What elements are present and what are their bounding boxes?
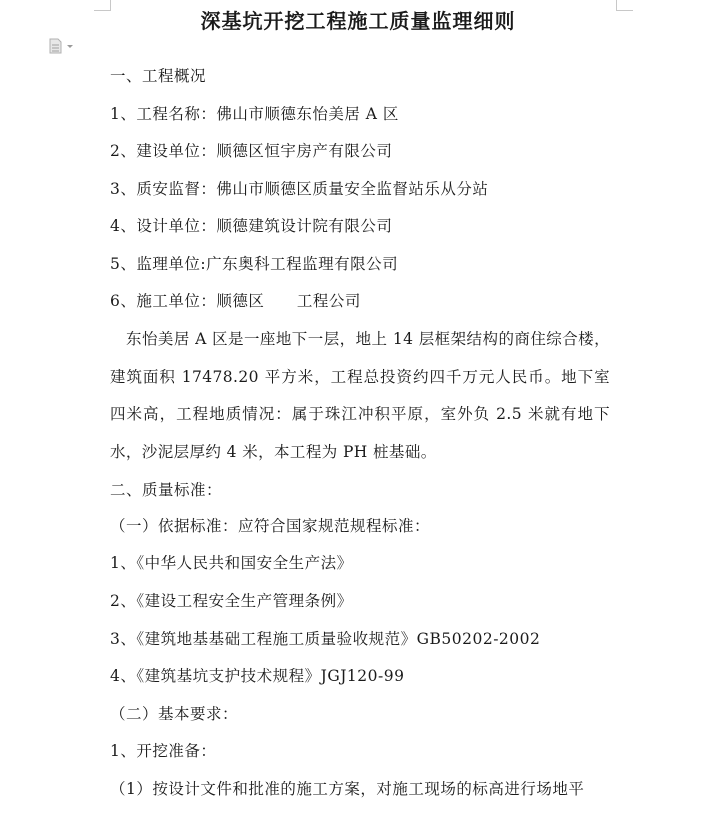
requirement-subitem-1: （1）按设计文件和批准的施工方案，对施工现场的标高进行场地平: [110, 780, 585, 798]
construction-unit-line: 6、施工单位：顺德区 工程公司: [110, 292, 361, 310]
project-name-line: 1、工程名称：佛山市顺德东怡美居 A 区: [110, 105, 399, 123]
supervisor-unit-line: 5、监理单位:广东奥科工程监理有限公司: [110, 255, 399, 273]
section-heading-overview: 一、工程概况: [110, 67, 207, 85]
page-title: 深基坑开挖工程施工质量监理细则: [200, 9, 516, 33]
overview-paragraph: 东怡美居 A 区是一座地下一层，地上 14 层框架结构的商住综合楼，建筑面积 17478.20 平方米，工程总投资约四千万元人民币。地下室四米高，工程地质情况：属于珠江冲积平原，室外负 2.5 米就有地下水，沙泥层厚约 4 米，本工程为 PH 桩基础。: [110, 330, 610, 461]
standard-item-2: 2、《建设工程安全生产管理条例》: [110, 592, 353, 610]
standard-item-3: 3、《建筑地基基础工程施工质量验收规范》GB50202-2002: [110, 630, 541, 648]
design-unit-line: 4、设计单位：顺德建筑设计院有限公司: [110, 217, 393, 235]
standard-item-1: 1、《中华人民共和国安全生产法》: [110, 554, 353, 572]
requirement-item-1: 1、开挖准备：: [110, 742, 217, 760]
builder-line: 2、建设单位：顺德区恒宇房产有限公司: [110, 142, 393, 160]
supervision-station-line: 3、质安监督：佛山市顺德区质量安全监督站乐从分站: [110, 180, 489, 198]
standard-item-4: 4、《建筑基坑支护技术规程》JGJ120-99: [110, 667, 405, 685]
subsection-requirements: （二）基本要求：: [110, 705, 239, 723]
document-icon[interactable]: [48, 38, 76, 54]
subsection-basis: （一）依据标准：应符合国家规范规程标准：: [110, 517, 431, 535]
section-heading-quality: 二、质量标准：: [110, 481, 223, 499]
chevron-down-icon: [67, 45, 73, 48]
